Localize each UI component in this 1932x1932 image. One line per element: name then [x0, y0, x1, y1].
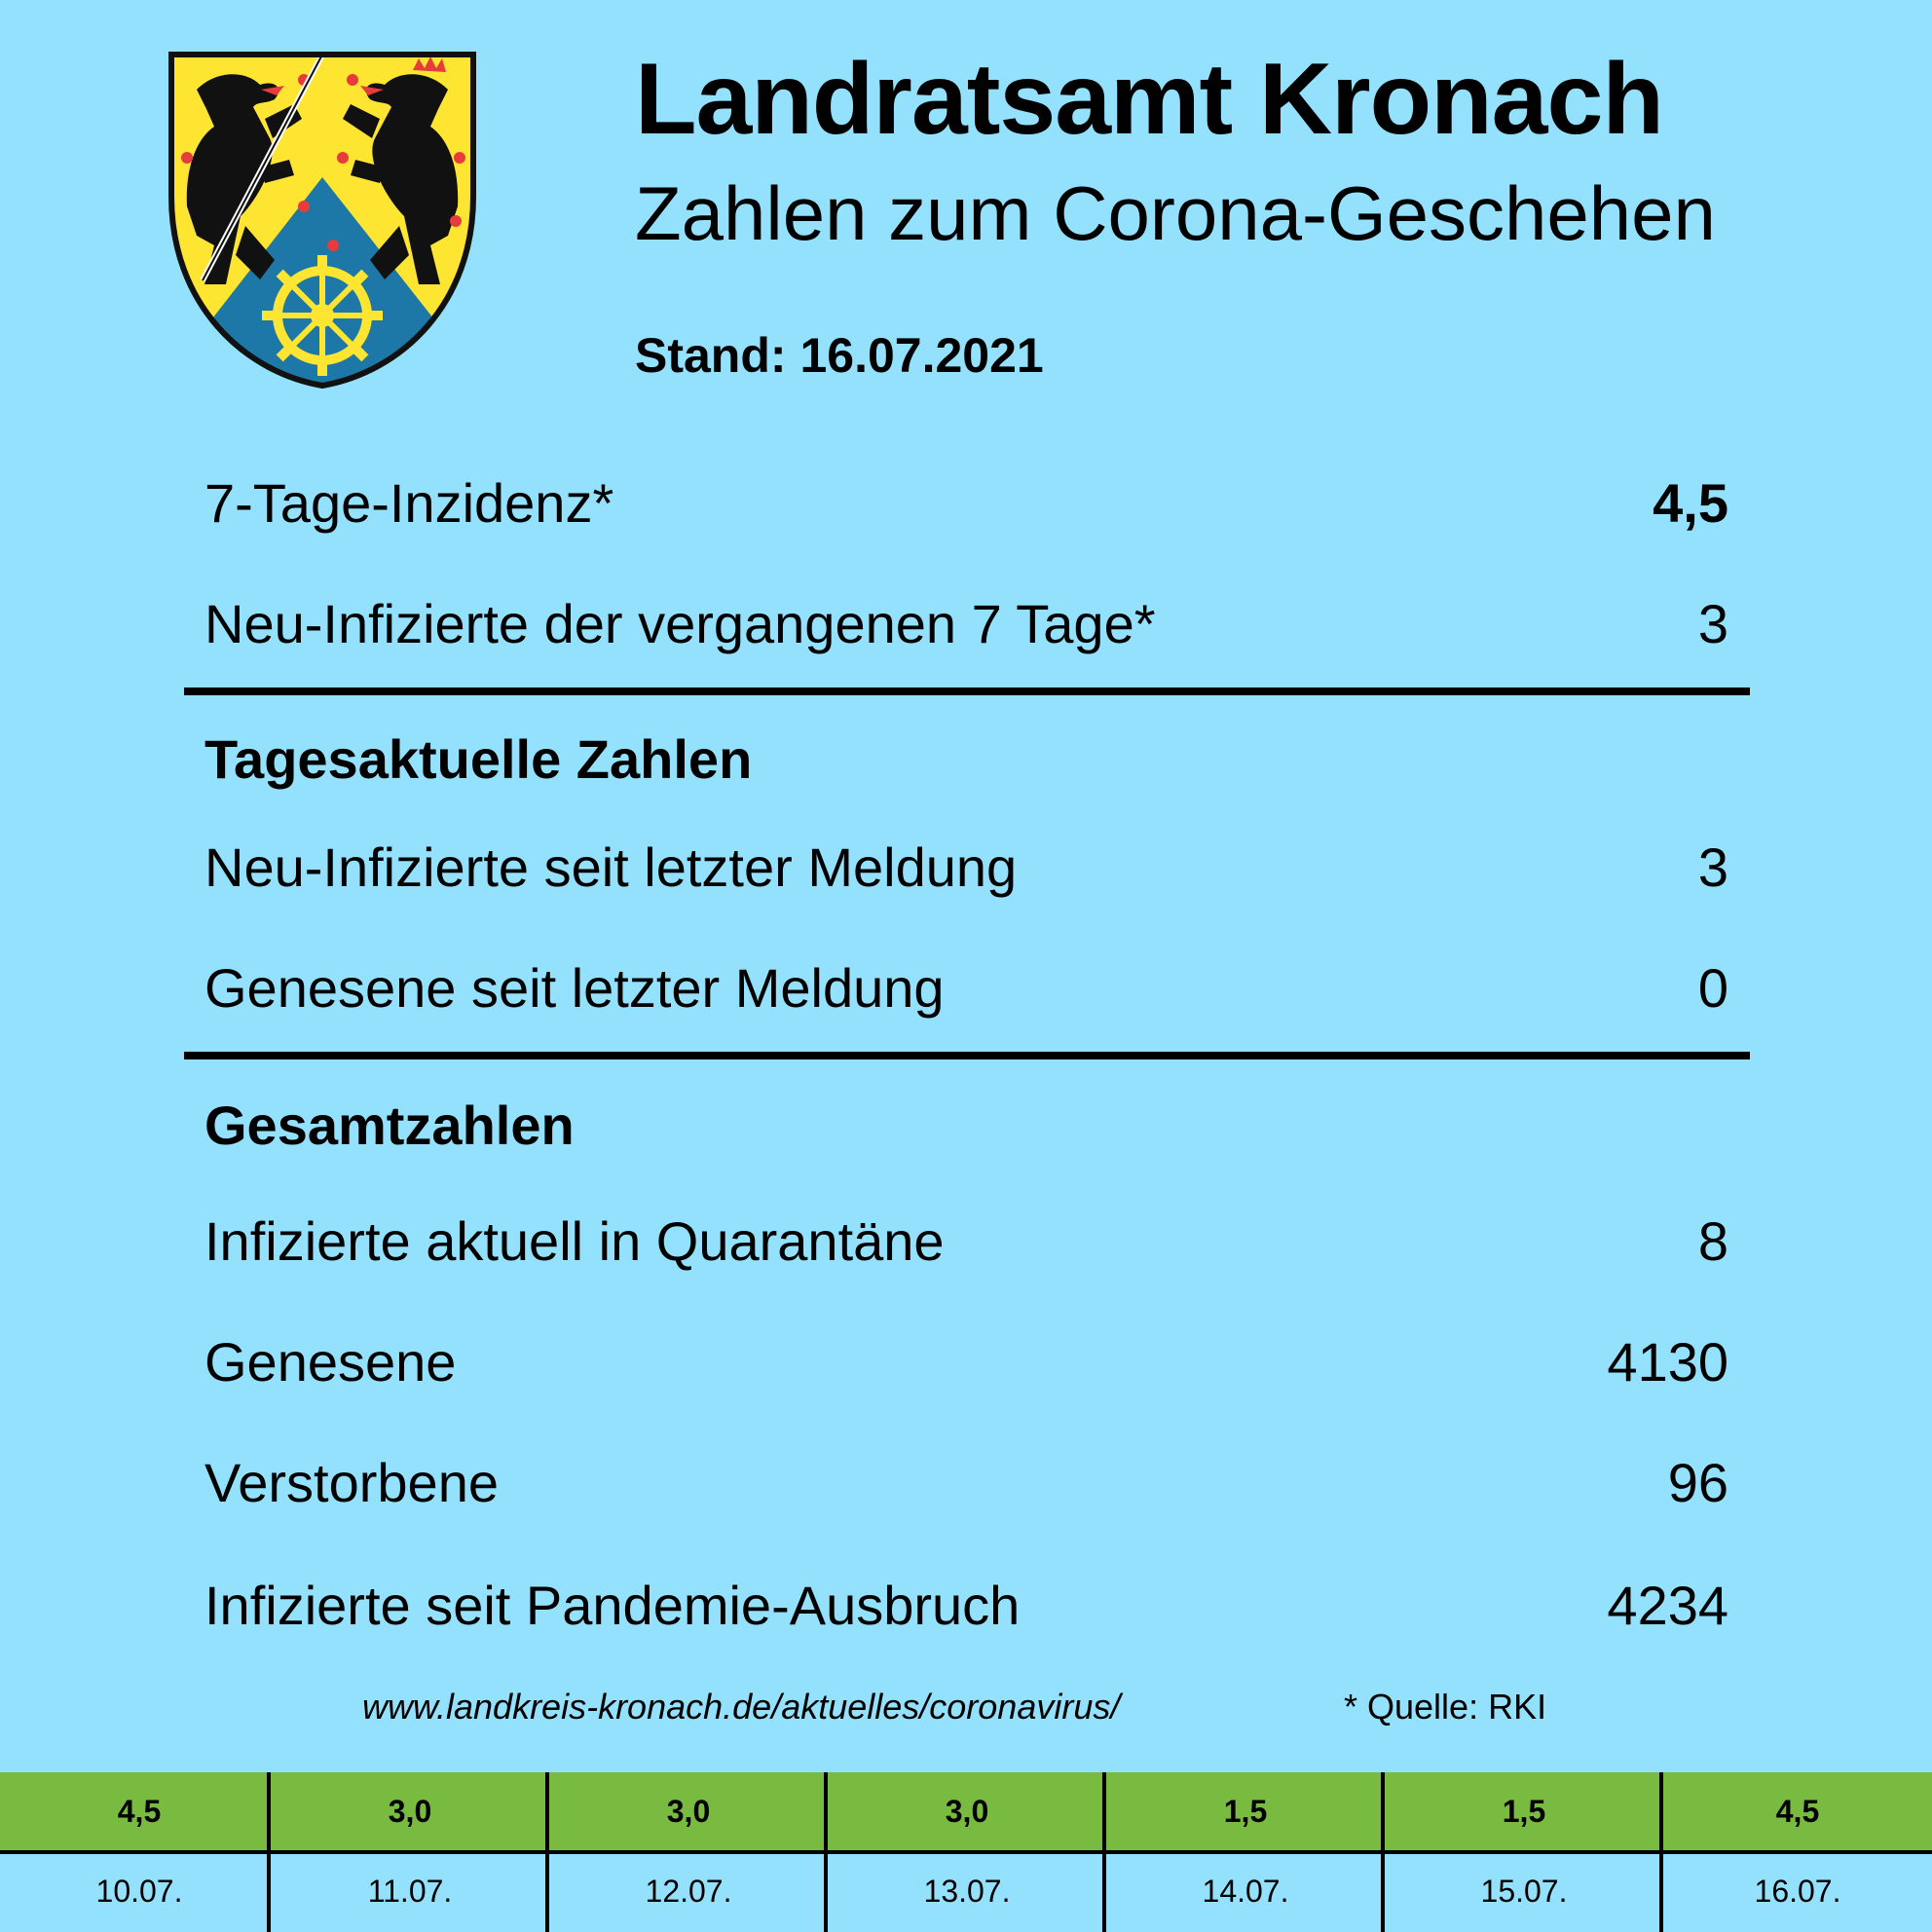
source-note: * Quelle: RKI [1344, 1687, 1547, 1727]
history-date: 12.07. [645, 1873, 732, 1909]
history-date: 10.07. [95, 1873, 183, 1909]
row-recovered-since-last [204, 948, 1728, 1026]
divider [184, 687, 1750, 695]
row-incidence [204, 464, 1728, 541]
row-label: Genesene [204, 1330, 457, 1393]
row-value: 3 [1697, 836, 1728, 898]
page-title: Landratsamt Kronach [635, 43, 1663, 156]
row-label: Infizierte seit Pandemie-Ausbruch [204, 1574, 1021, 1636]
row-value: 8 [1697, 1209, 1728, 1272]
row-value: 4234 [1607, 1574, 1728, 1636]
row-value: 0 [1697, 956, 1728, 1019]
row-recovered-total [204, 1322, 1728, 1400]
row-label: Neu-Infizierte seit letzter Meldung [204, 836, 1018, 898]
section-heading-total: Gesamtzahlen [204, 1095, 575, 1156]
row-infected-total [204, 1566, 1728, 1644]
divider [184, 1052, 1750, 1059]
page-subtitle: Zahlen zum Corona-Geschehen [635, 170, 1716, 256]
row-new-7days [204, 584, 1728, 662]
row-value: 3 [1697, 592, 1728, 654]
history-incidence: 3,0 [271, 1772, 549, 1850]
history-date: 15.07. [1480, 1873, 1568, 1909]
coat-of-arms-icon [167, 51, 477, 390]
history-incidence: 1,5 [1385, 1772, 1663, 1850]
row-quarantine [204, 1202, 1728, 1280]
strip-divider [267, 1772, 271, 1932]
row-label: Infizierte aktuell in Quarantäne [204, 1209, 945, 1272]
history-incidence: 1,5 [1106, 1772, 1385, 1850]
row-value: 96 [1667, 1451, 1728, 1513]
strip-divider [1102, 1772, 1106, 1932]
history-date: 13.07. [923, 1873, 1011, 1909]
history-date: 14.07. [1202, 1873, 1289, 1909]
row-label: 7-Tage-Inzidenz* [204, 471, 614, 534]
strip-divider [545, 1772, 549, 1932]
stand-date [635, 328, 1044, 383]
strip-divider [824, 1772, 828, 1932]
history-incidence: 4,5 [1663, 1772, 1932, 1850]
row-label: Genesene seit letzter Meldung [204, 956, 945, 1019]
history-incidence: 3,0 [549, 1772, 828, 1850]
section-heading-daily: Tagesaktuelle Zahlen [204, 728, 753, 790]
website-link[interactable]: www.landkreis-kronach.de/aktuelles/coronavirus/ [362, 1687, 1121, 1727]
row-value: 4,5 [1653, 471, 1728, 534]
row-label: Neu-Infizierte der vergangenen 7 Tage* [204, 592, 1156, 654]
row-value: 4130 [1607, 1330, 1728, 1393]
strip-divider [1659, 1772, 1663, 1932]
row-deceased [204, 1443, 1728, 1521]
stand-label: Stand: [635, 328, 787, 383]
history-date: 11.07. [367, 1873, 453, 1909]
row-new-since-last [204, 828, 1728, 906]
strip-divider [0, 1850, 1932, 1854]
stand-value: 16.07.2021 [799, 328, 1044, 383]
incidence-history-strip [0, 1772, 1932, 1932]
history-incidence: 3,0 [828, 1772, 1106, 1850]
history-incidence: 4,5 [0, 1772, 279, 1850]
history-date: 16.07. [1754, 1873, 1841, 1909]
strip-divider [1381, 1772, 1385, 1932]
row-label: Verstorbene [204, 1451, 499, 1513]
